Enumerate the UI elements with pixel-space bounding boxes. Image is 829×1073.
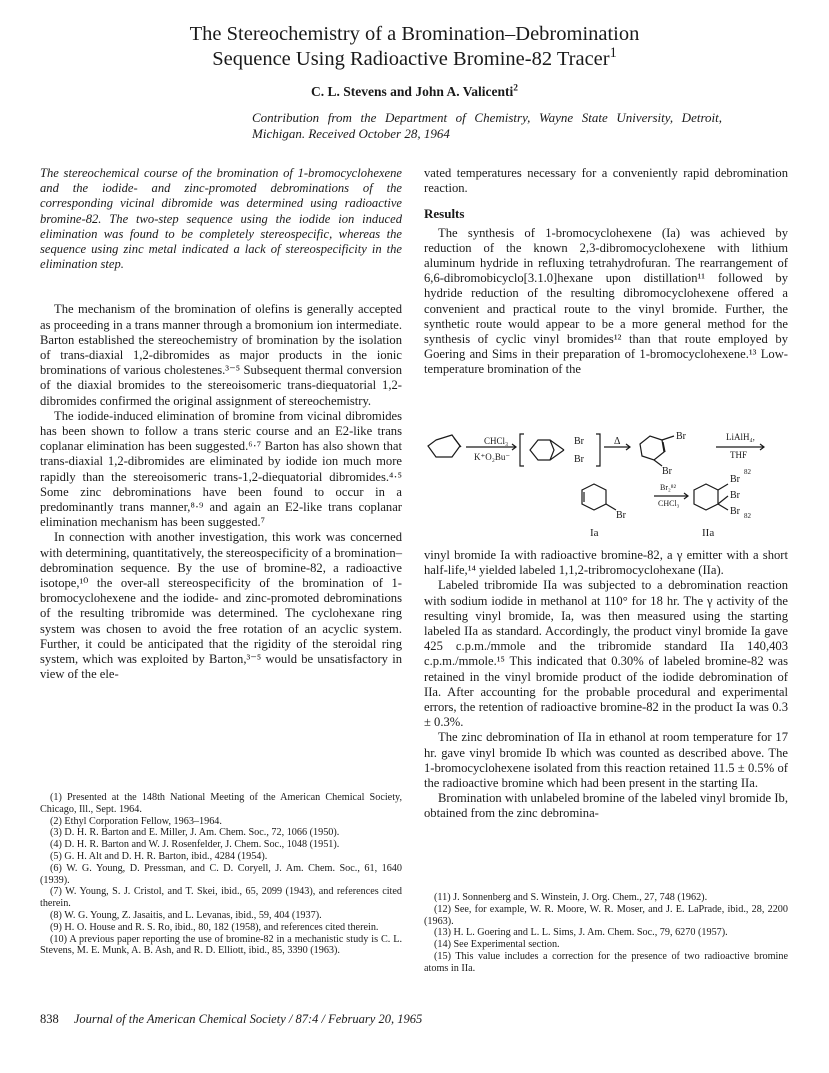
authors-footnote-ref: 2 [513,83,518,94]
IIa-br-3: Br [730,506,740,517]
reagent-4-top: Br₂⁸² [660,483,676,492]
right-paragraph-2: vinyl bromide Ia with radioactive bromine-82, a γ emitter with a short half-life,¹⁴ yielded labeled 1,1,2-tribromocyclohexane (IIa). [424,548,788,578]
right-column-bottom [424,548,788,822]
footnote-12: (12) See, for example, W. R. Moore, W. R. Moser, and J. E. LaPrade, ibid., 28, 2200 (1963). [424,903,788,927]
right-paragraph-4: The zinc debromination of IIa in ethanol at room temperature for 17 hr. gave vinyl bromide Ib which was counted as described above. The 1-bromocyclohexene isolated from this reaction retained 11.5 ± 0.5% of the radioactive bromine which had been present in the starting IIa. [424,730,788,791]
journal-citation: Journal of the American Chemical Society / 87:4 / February 20, 1965 [73,1012,423,1026]
title-footnote-ref: 1 [609,45,617,62]
footnote-15: (15) This value includes a correction for the presence of two radioactive bromine atoms in IIa. [424,950,788,974]
cyclopentene-ring [428,435,460,457]
footnote-6: (6) W. G. Young, D. Pressman, and C. D. Coryell, J. Am. Chem. Soc., 61, 1640 (1939). [40,862,402,886]
abstract: The stereochemical course of the bromination of 1-bromocyclohexene and the iodide- and zinc-promoted debrominations of the corresponding vicinal dibromide was determined using radioactive bromine-82. The two-step sequence using the iodide ion induced elimination was found to be completely stereospecific, whereas the sequence using zinc metal indicated a lack of stereospecificity in the elimination step. [40,166,402,272]
footnote-14: (14) See Experimental section. [434,939,560,951]
page-footer [40,1012,788,1027]
reagent-1-bottom: K⁺O₂Bu⁻ [474,452,511,462]
right-paragraph-3: Labeled tribromide IIa was subjected to a debromination reaction with sodium iodide in methanol at 110° for 18 hr. The γ activity of the resulting vinyl bromide, Ia, was then measured using the starting labeled IIa as standard. Accordingly, the product vinyl bromide Ia gave 425 c.p.m./mmole and the tribromide standard IIa 140,403 c.p.m./mmole.¹⁵ This indicated that 0.30% of labeled bromine-82 was retained in the vinyl bromide product of the iodide debromination of IIa. After accounting for the probable procedural and experimental errors, the retention of radioactive bromine-82 in the product Ia was 0.3 ± 0.3%. [424,578,788,730]
right-paragraph-5: Bromination with unlabeled bromine of the labeled vinyl bromide Ib, obtained from the zinc debromina- [424,791,788,821]
contribution-text: Contribution from the Department of Chemistry, Wayne State University, Detroit, Michigan. [252,110,722,141]
footnote-3: (3) D. H. R. Barton and E. Miller, J. Am. Chem. Soc., 72, 1066 (1950). [50,827,340,839]
left-paragraph-2: The iodide-induced elimination of bromine from vicinal dibromides has been shown to follow a trans steric course and an E2-like trans coplanar elimination has been suggested.⁶·⁷ Barton has also shown that trans-diaxial 1,2-dibromides are eliminated by iodide ion much more rapidly than the stereoisomeric trans-1,2-diequatorial dibromides.⁴·⁵ Some zinc debrominations have been found to occur in a predominantly trans manner,⁸·⁹ and again an E2-like trans coplanar elimination mechanism has been suggested.⁷ [40,408,402,530]
IIa-br-3-label: 82 [744,512,751,520]
IIa-br-2: Br [730,490,740,501]
authors [0,84,829,100]
footnote-7: (7) W. Young, S. J. Cristol, and T. Skei, ibid., 65, 2099 (1943), and references cited therein. [40,886,402,910]
compound-label-IIa: IIa [702,527,715,539]
authors-text: C. L. Stevens and John A. Valicenti [311,84,514,99]
footnote-5: (5) G. H. Alt and D. H. R. Barton, ibid., 4284 (1954). [50,850,268,862]
results-heading: Results [424,206,465,222]
compound-label-Ia: Ia [590,527,599,539]
left-footnotes [40,792,402,957]
IIa-br-1: Br [730,474,740,485]
page-number: 838 [40,1012,59,1026]
IIa-br-1-label: 82 [744,468,751,476]
contribution [252,110,722,142]
reaction-scheme [424,432,788,542]
title-line-2-text: Sequence Using Radioactive Bromine-82 Tracer [212,48,610,70]
reagent-1-top: CHCl₃ [484,436,509,446]
bicyclo-br-bottom: Br [574,454,584,465]
footnote-2: (2) Ethyl Corporation Fellow, 1963–1964. [50,815,222,827]
Ia-br: Br [616,510,626,521]
dibromide-br-bottom: Br [662,466,672,477]
footnote-9: (9) H. O. House and R. S. Ro, ibid., 80, 182 (1958), and references cited therein. [50,921,379,933]
reagent-4-bottom: CHCl₃ [658,499,680,508]
left-column [40,166,402,683]
right-footnotes [424,892,788,975]
left-paragraph-3: In connection with another investigation, this work was concerned with determining, quantitatively, the stereospecificity of a bromination–debromination sequence. By the use of bromine-82, a radioactive isotope,¹⁰ the over-all stereospecificity of the bromination of 1-bromocyclohexene and the iodide- and zinc-promoted debrominations of the resulting tribromide was determined. The cyclohexane ring system was chosen to avoid the free rotation of an acyclic system. Further, it could be anticipated that the rigidity of the steroidal ring system, which was exploited by Barton,³⁻⁵ would be unsatisfactory in view of the ele- [40,530,402,682]
footnote-10: (10) A previous paper reporting the use of bromine-82 in a mechanistic study is C. L. Stevens, M. E. Munk, A. B. Ash, and R. D. Elliott, ibid., 85, 3390 (1963). [40,933,402,957]
footnote-4: (4) D. H. R. Barton and W. J. Rosenfelder, J. Chem. Soc., 1048 (1951). [50,839,340,851]
reagent-3-top: LiAlH₄, [726,432,755,442]
footnote-13: (13) H. L. Goering and L. L. Sims, J. Am. Chem. Soc., 79, 6270 (1957). [434,927,728,939]
bicyclo-br-top: Br [574,436,584,447]
received-date: Received October 28, 1964 [308,126,450,141]
title-line-1: The Stereochemistry of a Bromination–Debromination [189,23,640,45]
footnote-1: (1) Presented at the 148th National Meeting of the American Chemical Society, Chicago, Ill., Sept. 1964. [40,792,402,815]
reagent-2: Δ [614,436,621,447]
footnote-8: (8) W. G. Young, Z. Jasaitis, and L. Levanas, ibid., 59, 404 (1937). [50,909,322,921]
footnote-11: (11) J. Sonnenberg and S. Winstein, J. Org. Chem., 27, 748 (1962). [434,892,708,903]
right-paragraph-1: The synthesis of 1-bromocyclohexene (Ia) was achieved by reduction of the known 2,3-dibromocyclohexene with lithium aluminum hydride in refluxing tetrahydrofuran. The rearrangement of 6,6-dibromobicyclo[3.1.0]hexane upon distillation¹¹ followed by hydride reduction of the resulting dibromocyclohexene offered a convenient and practical route to the vinyl bromide. Further, the synthetic route would appear to be a more general method for the synthesis of cyclic vinyl bromides¹² than that route employed by Goering and Sims in their preparation of 1-bromocyclohexene.¹³ Low-temperature bromination of the [424,225,788,377]
right-column-top [424,166,788,378]
left-paragraph-1: The mechanism of the bromination of olefins is generally accepted as proceeding in a trans manner through a bromonium ion intermediate. Barton established the stereochemistry of bromination by the isolation of trans-diaxial 1,2-dibromides as major products in the ionic brominations of various cholestenes.³⁻⁵ Subsequent thermal conversion of the diaxial bromides to the stereoisomeric trans-diequatorial 1,2-dibromides confirmed the original assignment of stereochemistry. [40,302,402,408]
title-line-2 [0,47,829,72]
right-intro: vated temperatures necessary for a conveniently rapid debromination reaction. [424,166,788,196]
dibromide-br-top: Br [676,432,686,442]
reagent-3-bottom: THF [730,450,748,460]
